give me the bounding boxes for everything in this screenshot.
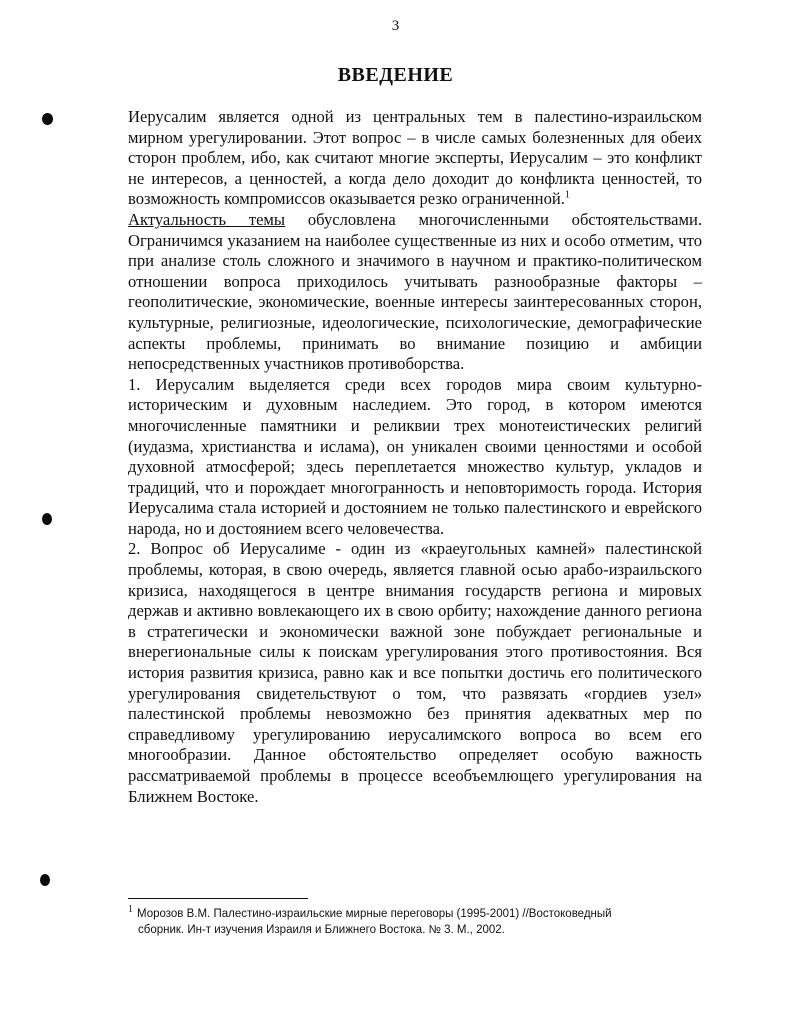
footnote-line-2: сборник. Ин-т изучения Израиля и Ближнего Востока. № 3. М., 2002. [138, 924, 505, 936]
main-text [128, 107, 702, 807]
point-1-paragraph: 1. Иерусалим выделяется среди всех городов мира своим культурно-историческим и духовным наследием. Это город, в котором имеются многочисленные памятники и реликвии трех монотеистических религий (иудазма, христианства и ислама), он уникален своими ценностями и особой духовной атмосферой; здесь переплетается множество культур, укладов и традиций, что и порождает многогранность и неповторимость города. История Иерусалима стала историей и достоянием не только палестинского и еврейского народа, но и достоянием всего человечества. [128, 374, 702, 538]
relevance-lead: Актуальность темы [128, 209, 286, 229]
intro-paragraph [128, 107, 702, 210]
page-title: ВВЕДЕНИЕ [337, 64, 454, 86]
point-2-paragraph: 2. Вопрос об Иерусалиме - один из «краеугольных камней» палестинской проблемы, которая, в свою очередь, является главной осью арабо-израильского кризиса, находящегося в центре внимания государств региона и мировых держав и активно вовлекающего их в свою орбиту; нахождение данного региона в стратегически и экономически важной зоне побуждает региональные и внерегиональные силы к поискам урегулирования этого противостояния. Вся история развития кризиса, равно как и все попытки достичь его политического урегулирования свидетельствуют о том, что развязать «гордиев узел» палестинской проблемы невозможно без принятия адекватных мер по справедливому урегулированию иерусалимского вопроса во всем его многообразии. Данное обстоятельство определяет особую важность рассматриваемой проблемы в процессе всеобъемлющего урегулирования на Ближнем Востоке. [128, 539, 702, 806]
footnote-reference: 1 [564, 189, 570, 201]
relevance-paragraph [128, 210, 702, 375]
footnote-mark: 1 [128, 904, 133, 916]
punch-hole-dot-icon [42, 113, 53, 125]
footnote [128, 906, 648, 938]
relevance-text: обусловлена многочисленными обстоятельствами. Ограничимся указанием на наиболее существенные из них и особо отметим, что при анализе столь сложного и значимого в научном и практико-политическом отношении вопроса приходилось учитывать разнообразные факторы – геополитические, экономические, военные интересы заинтересованных сторон, культурные, религиозные, идеологические, психологические, демографические аспекты проблемы, принимать во внимание позицию и амбиции непосредственных участников противоборства. [128, 209, 702, 374]
punch-hole-dot-icon [40, 874, 50, 886]
footnote-text-1: Морозов В.М. Палестино-израильские мирные переговоры (1995-2001) //Востоковедный [137, 908, 612, 920]
footnote-line-1 [128, 906, 648, 922]
intro-text: Иерусалим является одной из центральных тем в палестино-израильском мирном урегулировании. Этот вопрос – в числе самых болезненных для обеих сторон проблем, ибо, как считают многие эксперты, Иерусалим – это конфликт не интересов, а ценностей, а когда дело доходит до конфликта ценностей, то возможность компромиссов оказывается резко ограниченной. [128, 107, 702, 209]
footnote-separator [128, 898, 308, 899]
punch-hole-dot-icon [42, 513, 52, 525]
page-number: 3 [391, 18, 400, 34]
